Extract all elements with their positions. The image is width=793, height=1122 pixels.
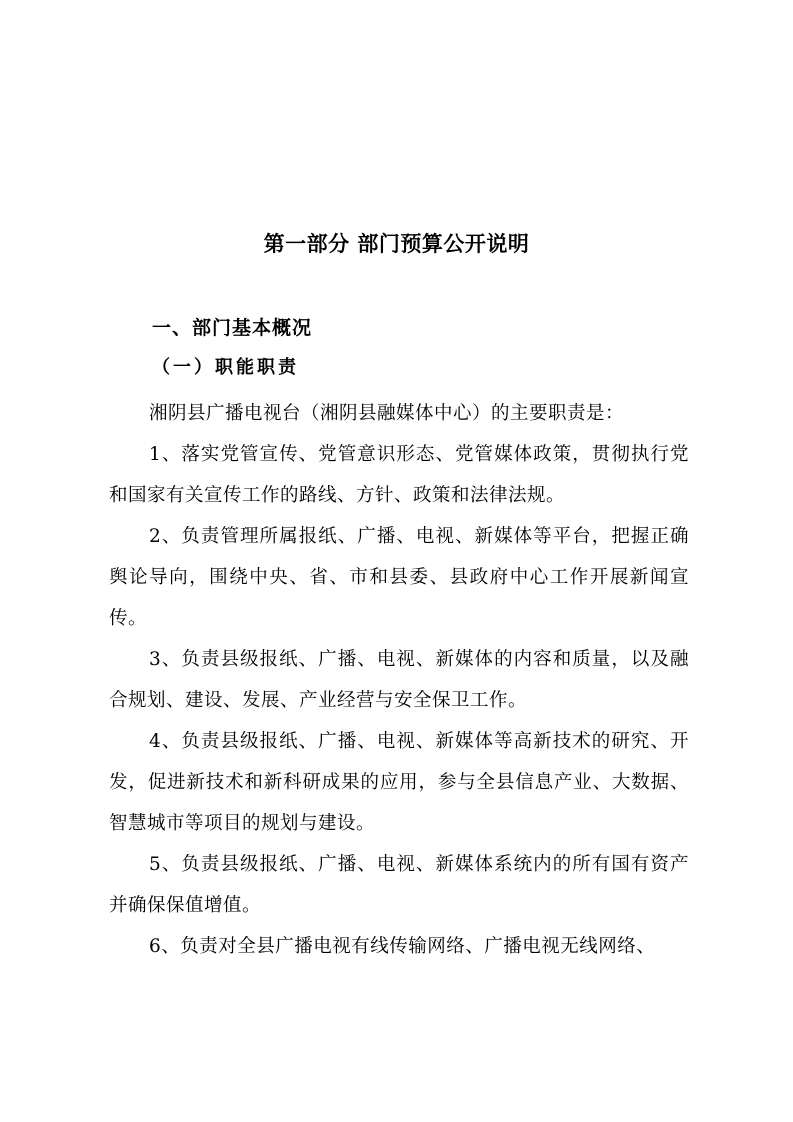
paragraph-duty-2: 2、负责管理所属报纸、广播、电视、新媒体等平台，把握正确舆论导向，围绕中央、省、市和县委、县政府中心工作开展新闻宣传。 — [109, 526, 689, 629]
section-heading: 一、部门基本概况 — [152, 317, 313, 339]
paragraph-duty-4: 4、负责县级报纸、广播、电视、新媒体等高新技术的研究、开发，促进新技术和新科研成果的应用，参与全县信息产业、大数据、智慧城市等项目的规划与建设。 — [109, 731, 689, 834]
paragraph-duty-1: 1、落实党管宣传、党管意识形态、党管媒体政策，贯彻执行党和国家有关宣传工作的路线、方针、政策和法律法规。 — [109, 444, 689, 506]
paragraph-duty-6: 6、负责对全县广播电视有线传输网络、广播电视无线网络、 — [149, 936, 656, 957]
paragraph-duty-3: 3、负责县级报纸、广播、电视、新媒体的内容和质量，以及融合规划、建设、发展、产业经营与安全保卫工作。 — [109, 649, 689, 711]
page-title: 第一部分 部门预算公开说明 — [263, 231, 530, 256]
paragraph-duty-5: 5、负责县级报纸、广播、电视、新媒体系统内的所有国有资产并确保保值增值。 — [109, 854, 689, 916]
subsection-heading: （一）职能职责 — [152, 357, 299, 378]
body-text — [109, 393, 689, 967]
paragraph-intro: 湘阴县广播电视台（湘阴县融媒体中心）的主要职责是： — [149, 403, 625, 424]
